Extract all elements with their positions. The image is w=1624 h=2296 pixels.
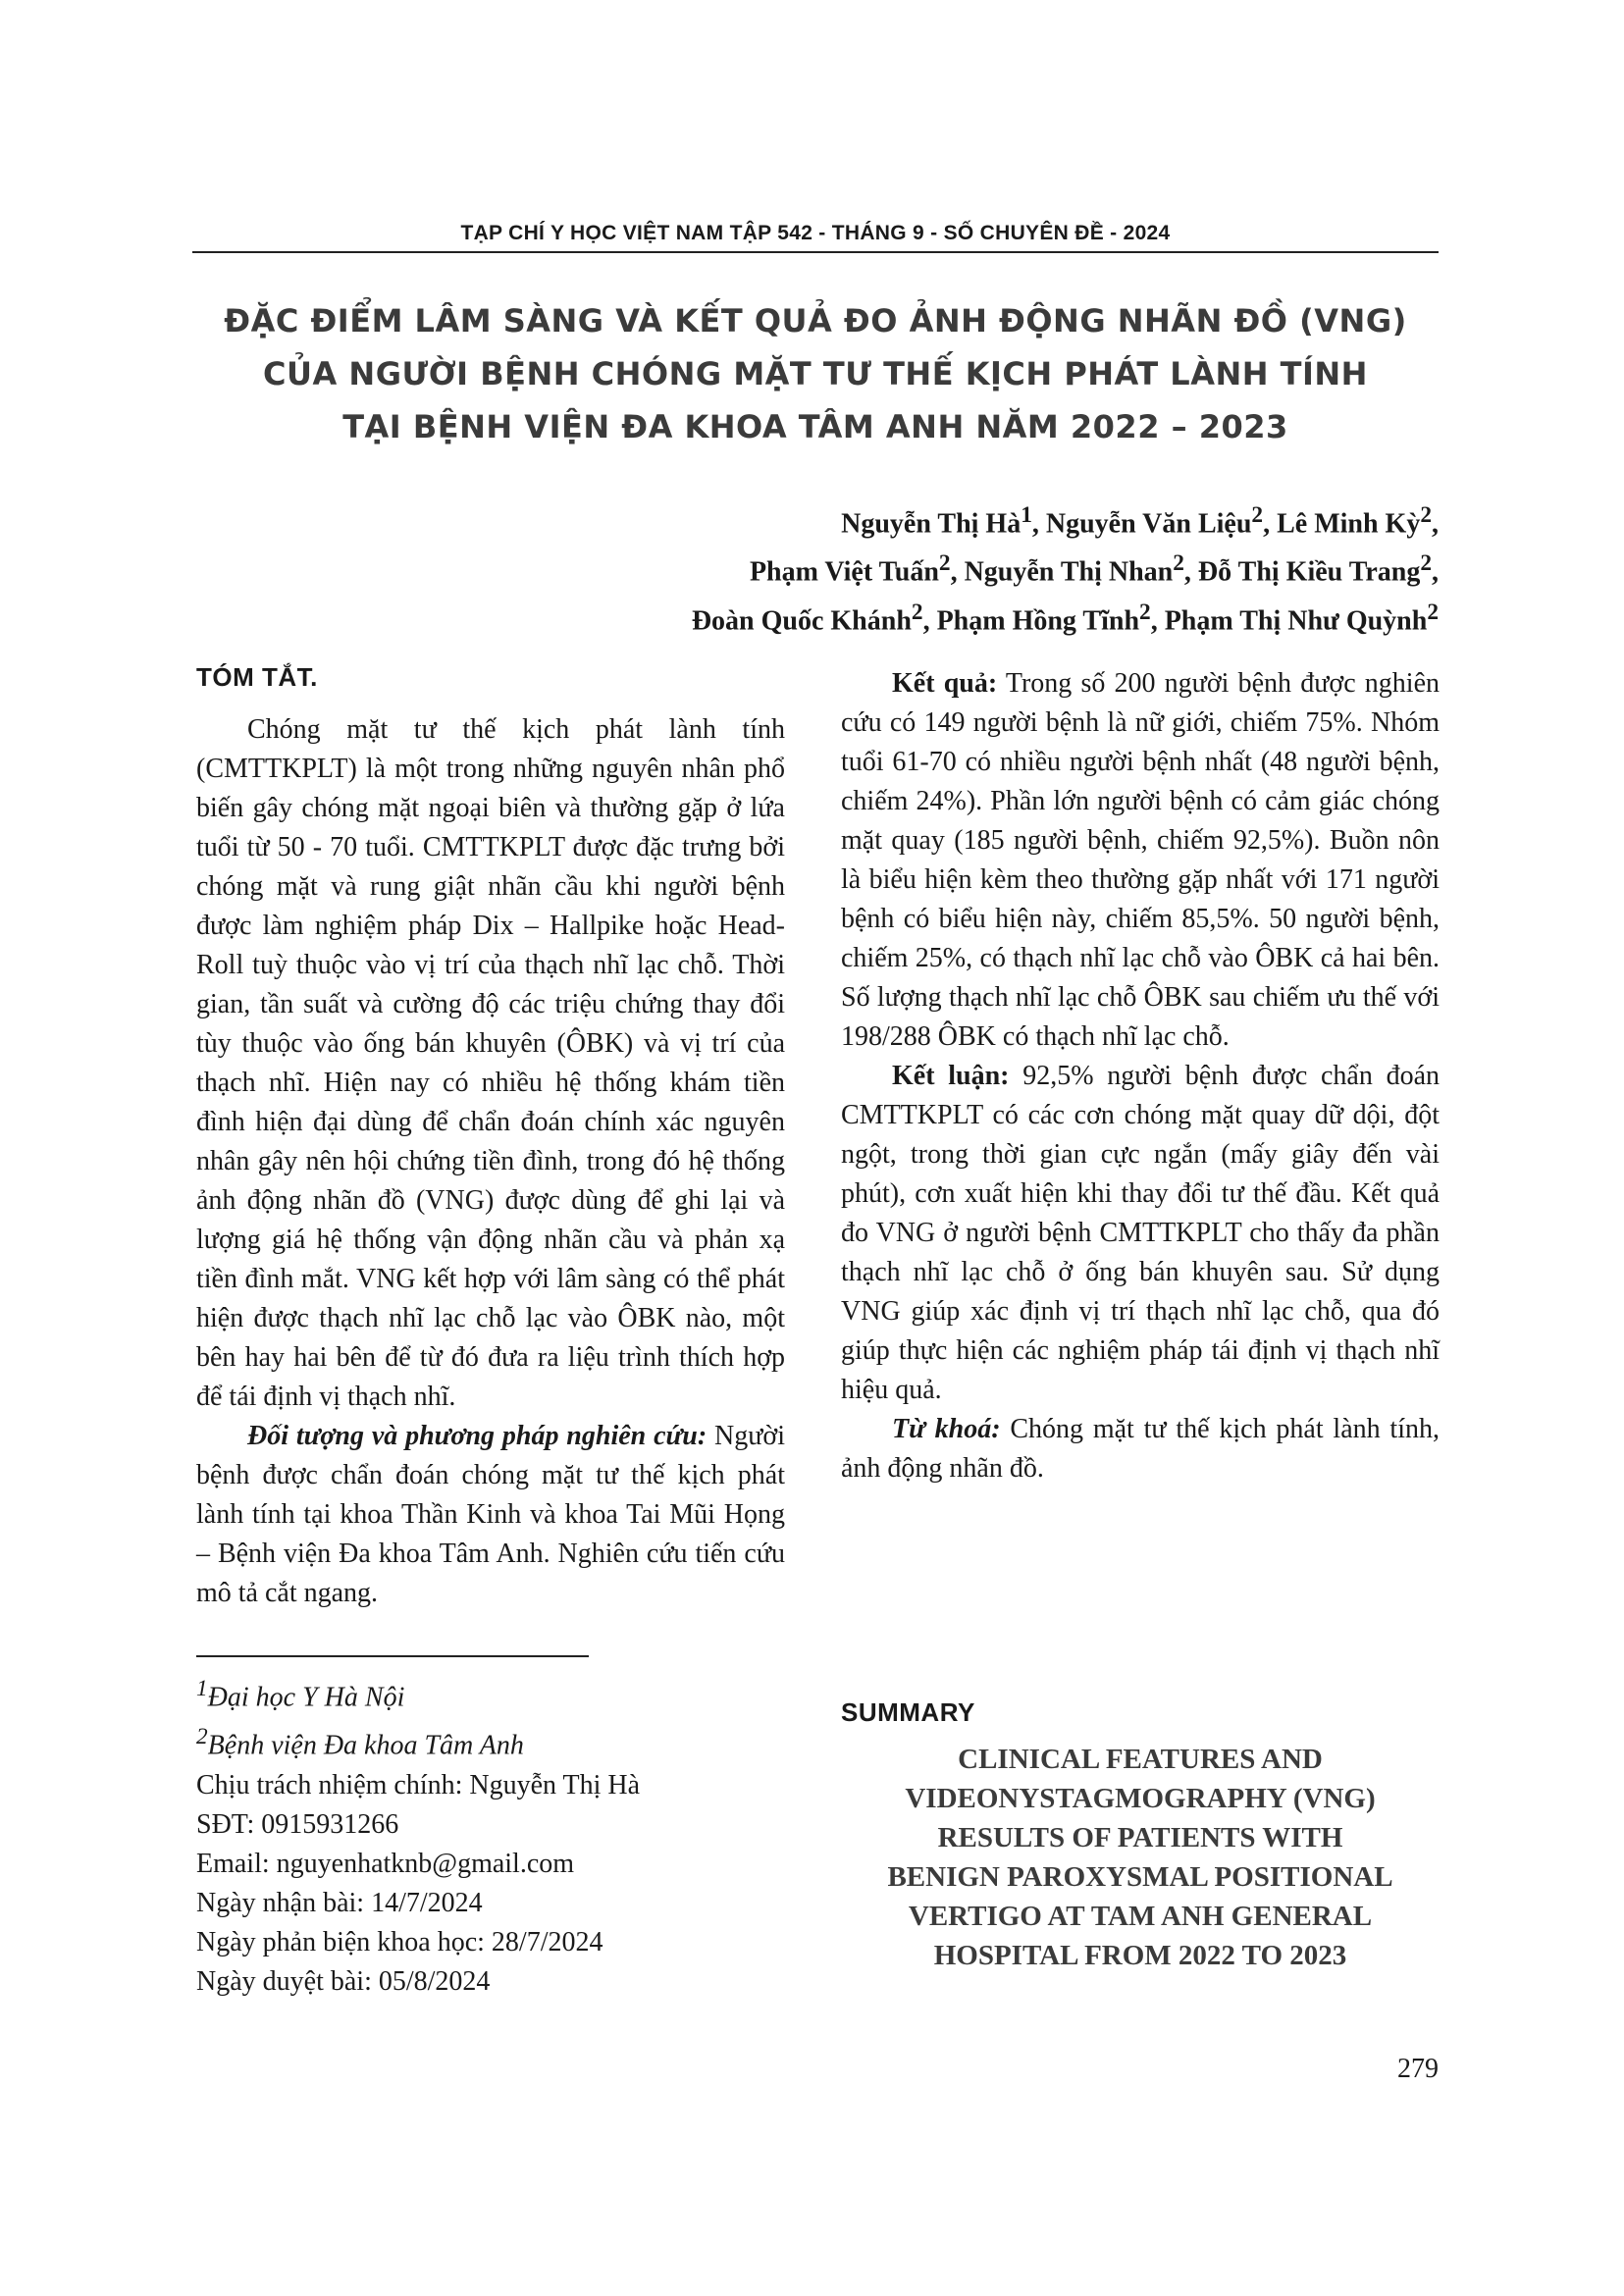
keywords-text: Chóng mặt tư thế kịch phát lành tính, ảnh động nhãn đồ. — [841, 1414, 1440, 1484]
summary-title — [841, 1740, 1440, 1975]
summary-title-line: HOSPITAL FROM 2022 TO 2023 — [933, 1940, 1347, 1971]
affiliation-text: Bệnh viện Đa khoa Tâm Anh — [207, 1730, 524, 1761]
date-accepted: Ngày duyệt bài: 05/8/2024 — [196, 1965, 491, 1997]
author: , Lê Minh Kỳ — [1263, 508, 1421, 540]
author-sup: 2 — [1139, 599, 1151, 625]
conclusion-text: 92,5% người bệnh được chẩn đoán CMTTKPLT có các cơn chóng mặt quay dữ dội, đột ngột, trong thời gian cực ngắn (mấy giây đến vài phút), cơn xuất hiện khi thay đổi tư thế đầu. Kết quả đo VNG ở người bệnh CMTTKPLT cho thấy đa phần thạch nhĩ lạc chỗ ở ống bán khuyên sau. Sử dụng VNG giúp xác định vị trí thạch nhĩ lạc chỗ, qua đó giúp thực hiện các nghiệm pháp tái định vị thạch nhĩ hiệu quả. — [841, 1061, 1440, 1405]
corresponding-author: Chịu trách nhiệm chính: Nguyễn Thị Hà — [196, 1769, 641, 1800]
author-sup: 2 — [1251, 502, 1264, 528]
affiliation-sup: 1 — [196, 1676, 208, 1701]
abstract-intro: Chóng mặt tư thế kịch phát lành tính (CMTTKPLT) là một trong những nguyên nhân phổ biến gây chóng mặt ngoại biên và thường gặp ở lứa tuổi từ 50 - 70 tuổi. CMTTKPLT được đặc trưng bởi chóng mặt và rung giật nhãn cầu khi người bệnh được làm nghiệm pháp Dix – Hallpike hoặc Head-Roll tuỳ thuộc vào vị trí của thạch nhĩ lạc chỗ. Thời gian, tần suất và cường độ các triệu chứng thay đổi tùy thuộc vào ống bán khuyên (ÔBK) và vị trí của thạch nhĩ. Hiện nay có nhiều hệ thống khám tiền đình hiện đại dùng để chẩn đoán chính xác nguyên nhân gây nên hội chứng tiền đình, trong đó hệ thống ảnh động nhãn đồ (VNG) được dùng để ghi lại và lượng giá hệ thống vận động nhãn cầu và phản xạ tiền đình mắt. VNG kết hợp với lâm sàng có thể phát hiện được thạch nhĩ lạc chỗ lạc vào ÔBK nào, một bên hay hai bên để từ đó đưa ra liệu trình thích hợp để tái định vị thạch nhĩ. — [196, 714, 785, 1412]
running-header: TẠP CHÍ Y HỌC VIỆT NAM TẬP 542 - THÁNG 9 - SỐ CHUYÊN ĐỀ - 2024 — [460, 222, 1171, 244]
author-sup: 2 — [1420, 502, 1432, 528]
author-sup: 2 — [1427, 599, 1439, 625]
affiliation-1 — [196, 1669, 805, 1717]
summary-title-line: BENIGN PAROXYSMAL POSITIONAL — [887, 1861, 1393, 1893]
date-reviewed: Ngày phản biện khoa học: 28/7/2024 — [196, 1926, 603, 1957]
methods-label: Đối tượng và phương pháp nghiên cứu: — [247, 1421, 707, 1451]
author: , Nguyễn Văn Liệu — [1031, 508, 1252, 540]
author: , Đỗ Thị Kiều Trang — [1183, 556, 1421, 588]
phone: SĐT: 0915931266 — [196, 1808, 399, 1840]
author-sup: 2 — [1173, 550, 1184, 577]
author: , Phạm Hồng Tĩnh — [922, 604, 1140, 636]
methods-text: Người bệnh được chẩn đoán chóng mặt tư thế kịch phát lành tính tại khoa Thần Kinh và khoa Tai Mũi Họng – Bệnh viện Đa khoa Tâm Anh. Nghiên cứu tiến cứu mô tả cắt ngang. — [196, 1421, 785, 1608]
author-sup: 2 — [1420, 550, 1432, 577]
header-rule — [192, 251, 1439, 253]
affiliation-text: Đại học Y Hà Nội — [207, 1682, 405, 1713]
results-label: Kết quả: — [892, 668, 998, 699]
abstract-heading: TÓM TẮT. — [196, 662, 318, 692]
author-sep: , — [1432, 556, 1439, 588]
date-received: Ngày nhận bài: 14/7/2024 — [196, 1887, 483, 1918]
author-line — [692, 544, 1439, 592]
summary-heading: SUMMARY — [841, 1697, 975, 1727]
title-line: TẠI BỆNH VIỆN ĐA KHOA TÂM ANH NĂM 2022 – 2023 — [342, 408, 1288, 445]
affiliations — [196, 1669, 805, 2002]
summary-title-line: CLINICAL FEATURES AND — [958, 1744, 1323, 1775]
author-sup: 2 — [911, 599, 923, 625]
article-title — [192, 294, 1439, 453]
abstract-conclusion — [841, 1057, 1440, 1410]
author-sep: , — [1432, 508, 1439, 540]
title-line: CỦA NGƯỜI BỆNH CHÓNG MẶT TƯ THẾ KỊCH PHÁT LÀNH TÍNH — [263, 355, 1368, 392]
email: Email: nguyenhatknb@gmail.com — [196, 1848, 575, 1879]
summary-title-line: RESULTS OF PATIENTS WITH — [937, 1822, 1343, 1853]
abstract-right-column — [841, 664, 1440, 1488]
author: Phạm Việt Tuấn — [749, 556, 939, 588]
author: , Nguyễn Thị Nhan — [950, 556, 1174, 588]
abstract-keywords — [841, 1410, 1440, 1488]
abstract-left-column — [196, 657, 785, 1613]
conclusion-label: Kết luận: — [892, 1061, 1010, 1091]
author-list — [692, 496, 1439, 641]
affiliation-2 — [196, 1717, 805, 1765]
author-sup: 1 — [1021, 502, 1032, 528]
author-sup: 2 — [938, 550, 951, 577]
author: Đoàn Quốc Khánh — [691, 604, 912, 636]
author: , Phạm Thị Như Quỳnh — [1150, 604, 1428, 636]
summary-title-line: VIDEONYSTAGMOGRAPHY (VNG) — [905, 1783, 1376, 1814]
abstract-results — [841, 664, 1440, 1057]
page-number: 279 — [1397, 2054, 1439, 2084]
footnote-rule — [196, 1655, 589, 1657]
summary-title-line: VERTIGO AT TAM ANH GENERAL — [908, 1901, 1373, 1932]
results-text: Trong số 200 người bệnh được nghiên cứu có 149 người bệnh là nữ giới, chiếm 75%. Nhóm tuổi 61-70 có nhiều người bệnh nhất (48 người bệnh, chiếm 24%). Phần lớn người bệnh có cảm giác chóng mặt quay (185 người bệnh, chiếm 92,5%). Buồn nôn là biểu hiện kèm theo thường gặp nhất với 171 người bệnh có biểu hiện này, chiếm 85,5%. 50 người bệnh, chiếm 25%, có thạch nhĩ lạc chỗ vào ÔBK cả hai bên. Số lượng thạch nhĩ lạc chỗ ÔBK sau chiếm ưu thế với 198/288 ÔBK có thạch nhĩ lạc chỗ. — [841, 668, 1441, 1052]
title-line: ĐẶC ĐIỂM LÂM SÀNG VÀ KẾT QUẢ ĐO ẢNH ĐỘNG NHÃN ĐỒ (VNG) — [224, 302, 1407, 339]
author-line — [692, 496, 1439, 544]
author-line — [692, 593, 1439, 641]
affiliation-sup: 2 — [196, 1724, 208, 1750]
author: Nguyễn Thị Hà — [841, 508, 1022, 540]
abstract-methods — [196, 1417, 785, 1613]
keywords-label: Từ khoá: — [892, 1414, 1001, 1444]
